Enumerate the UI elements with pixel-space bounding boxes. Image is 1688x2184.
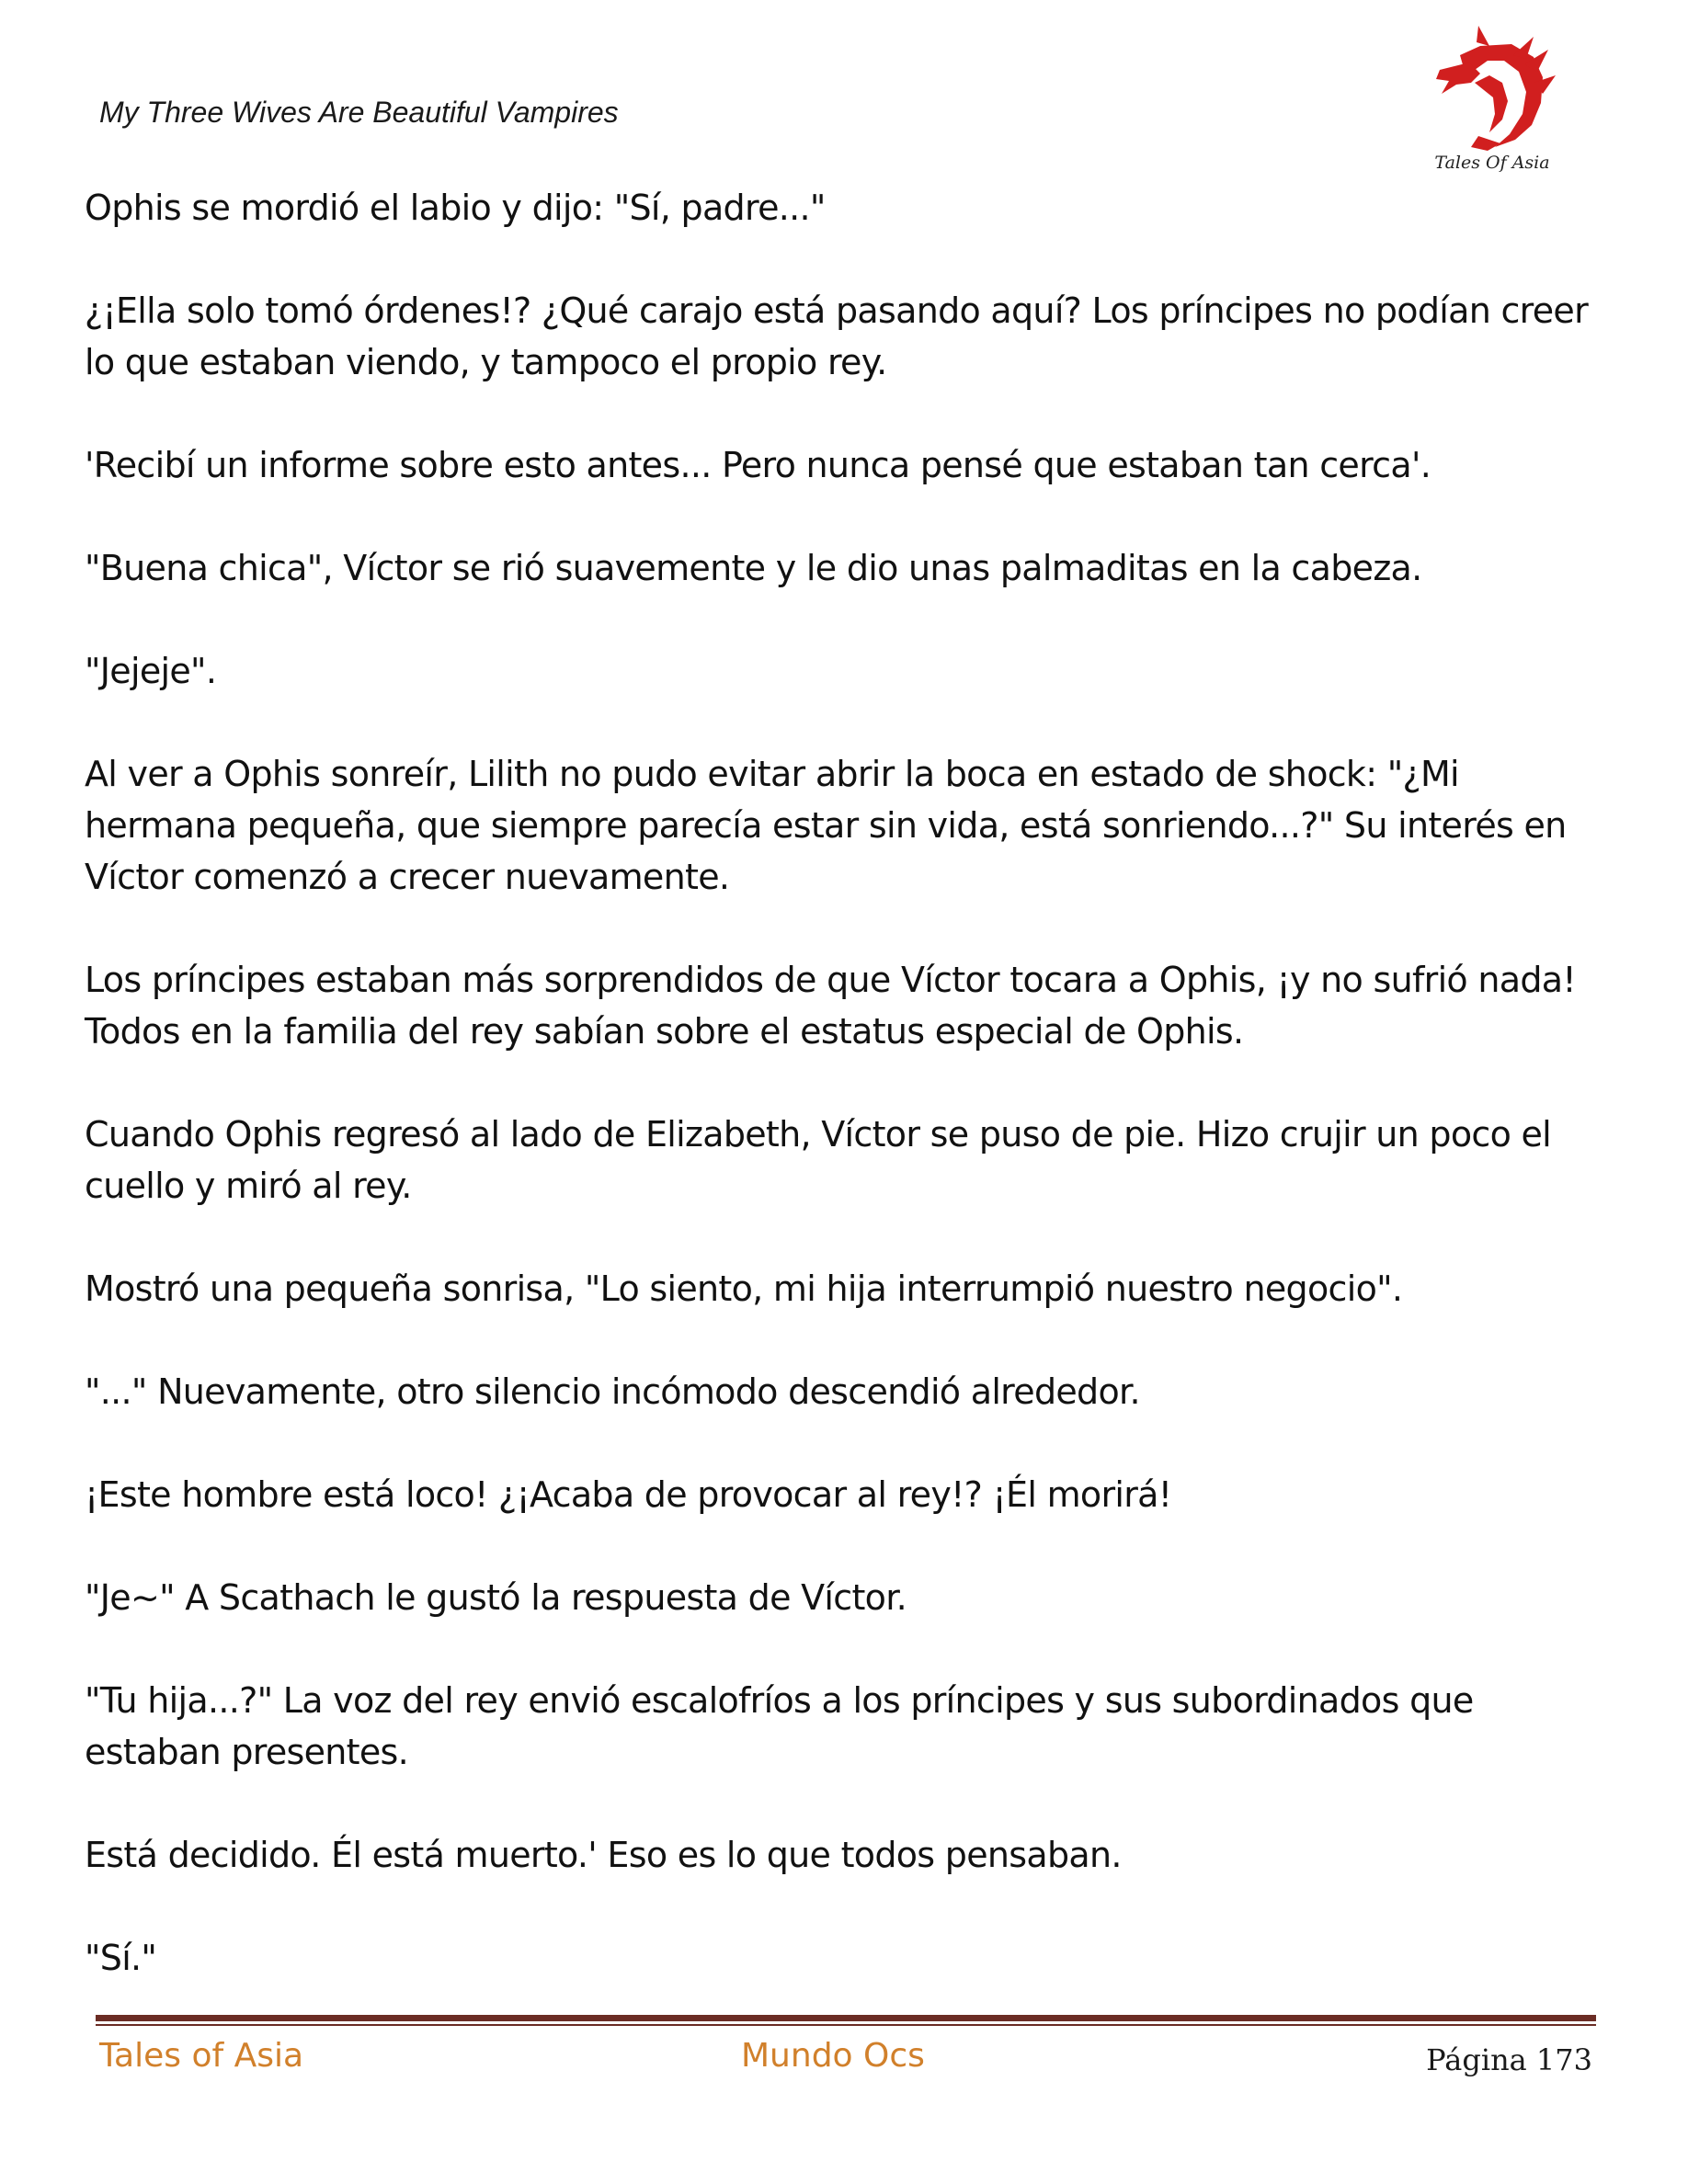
- paragraph: Mostró una pequeña sonrisa, "Lo siento, mi hija interrumpió nuestro negocio".: [85, 1268, 1403, 1309]
- paragraph: "Sí.": [85, 1938, 157, 1978]
- paragraph: Está decidido. Él está muerto.' Eso es lo que todos pensaban.: [85, 1835, 1122, 1875]
- page-number: Página 173: [1426, 2042, 1592, 2077]
- paragraph: Los príncipes estaban más sorprendidos de que Víctor tocara a Ophis, ¡y no sufrió nada! Todos en la familia del rey sabían sobre el estatus especial de Ophis.: [85, 960, 1576, 1052]
- footer-divider: [96, 2015, 1596, 2021]
- tales-of-asia-logo: [1423, 18, 1561, 184]
- logo-text: Tales Of Asia: [1434, 153, 1550, 173]
- paragraph: "..." Nuevamente, otro silencio incómodo descendió alrededor.: [85, 1371, 1140, 1412]
- paragraph: "Jejeje".: [85, 651, 217, 691]
- paragraph: Cuando Ophis regresó al lado de Elizabeth, Víctor se puso de pie. Hizo crujir un poco el cuello y miró al rey.: [85, 1114, 1552, 1206]
- footer-group-name: Mundo Ocs: [741, 2037, 925, 2075]
- paragraph: Ophis se mordió el labio y dijo: "Sí, padre...": [85, 188, 826, 228]
- book-title: My Three Wives Are Beautiful Vampires: [99, 96, 619, 129]
- dragon-icon: [1423, 18, 1561, 156]
- paragraph: ¡Este hombre está loco! ¿¡Acaba de provocar al rey!? ¡Él morirá!: [85, 1474, 1172, 1515]
- footer-divider-thin: [96, 2024, 1596, 2026]
- paragraph: "Je~" A Scathach le gustó la respuesta de Víctor.: [85, 1577, 907, 1618]
- paragraph: 'Recibí un informe sobre esto antes... Pero nunca pensé que estaban tan cerca'.: [85, 445, 1431, 485]
- footer-site-name: Tales of Asia: [99, 2037, 304, 2075]
- paragraph: ¿¡Ella solo tomó órdenes!? ¿Qué carajo está pasando aquí? Los príncipes no podían creer lo que estaban viendo, y tampoco el propio rey.: [85, 290, 1589, 382]
- chapter-body: [85, 182, 1611, 1984]
- paragraph: "Buena chica", Víctor se rió suavemente y le dio unas palmaditas en la cabeza.: [85, 548, 1422, 588]
- paragraph: Al ver a Ophis sonreír, Lilith no pudo evitar abrir la boca en estado de shock: "¿Mi hermana pequeña, que siempre parecía estar sin vida, está sonriendo...?" Su interés en Víctor comenzó a crecer nuevamente.: [85, 754, 1567, 897]
- paragraph: "Tu hija...?" La voz del rey envió escalofríos a los príncipes y sus subordinados que estaban presentes.: [85, 1680, 1474, 1772]
